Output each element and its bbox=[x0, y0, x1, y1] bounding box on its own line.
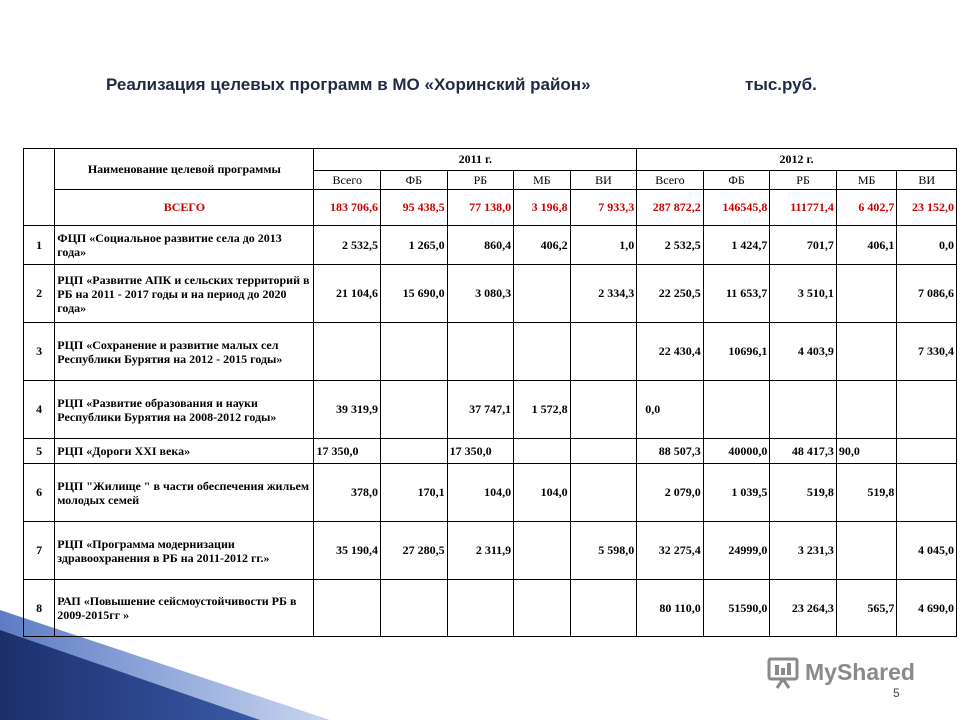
row-index: 2 bbox=[24, 265, 55, 323]
table-cell: 37 747,1 bbox=[447, 381, 514, 439]
table-cell: 17 350,0 bbox=[314, 439, 381, 464]
table-cell: 22 430,4 bbox=[637, 323, 704, 381]
table-cell bbox=[836, 265, 897, 323]
table-cell: 1,0 bbox=[570, 226, 637, 265]
logo-text: MyShared bbox=[805, 659, 915, 685]
table-cell bbox=[570, 464, 637, 522]
program-name: РЦП «Сохранение и развитие малых сел Республики Бурятия на 2012 - 2015 годы» bbox=[55, 323, 314, 381]
table-cell: 35 190,4 bbox=[314, 522, 381, 580]
table-cell: 1 424,7 bbox=[703, 226, 770, 265]
total-value: 6 402,7 bbox=[836, 190, 897, 226]
header-year-2011: 2011 г. bbox=[314, 149, 637, 171]
total-value: 77 138,0 bbox=[447, 190, 514, 226]
table-cell: 2 079,0 bbox=[637, 464, 704, 522]
row-index: 5 bbox=[24, 439, 55, 464]
table-cell: 24999,0 bbox=[703, 522, 770, 580]
program-name: РЦП «Дороги XXI века» bbox=[55, 439, 314, 464]
row-index: 1 bbox=[24, 226, 55, 265]
table-cell: 1 572,8 bbox=[514, 381, 570, 439]
table-cell bbox=[897, 381, 957, 439]
table-cell bbox=[897, 439, 957, 464]
table-cell: 32 275,4 bbox=[637, 522, 704, 580]
table-cell bbox=[381, 439, 448, 464]
table-cell: 5 598,0 bbox=[570, 522, 637, 580]
table-cell: 104,0 bbox=[514, 464, 570, 522]
total-value: 111771,4 bbox=[770, 190, 837, 226]
unit-label: тыс.руб. bbox=[745, 75, 817, 94]
table-row bbox=[24, 439, 957, 464]
table-cell: 17 350,0 bbox=[447, 439, 514, 464]
table-cell bbox=[570, 580, 637, 637]
table-cell: 1 265,0 bbox=[381, 226, 448, 265]
table-cell bbox=[381, 323, 448, 381]
subcol-header: МБ bbox=[514, 171, 570, 190]
table-cell: 22 250,5 bbox=[637, 265, 704, 323]
table-cell bbox=[514, 265, 570, 323]
table-cell: 406,2 bbox=[514, 226, 570, 265]
total-value: 183 706,6 bbox=[314, 190, 381, 226]
total-value: 23 152,0 bbox=[897, 190, 957, 226]
subcol-header: РБ bbox=[770, 171, 837, 190]
table-cell bbox=[514, 522, 570, 580]
table-cell: 3 510,1 bbox=[770, 265, 837, 323]
header-index-cell bbox=[24, 149, 55, 226]
table-row bbox=[24, 265, 957, 323]
table-cell: 4 403,9 bbox=[770, 323, 837, 381]
presentation-icon bbox=[767, 657, 801, 689]
table-cell: 51590,0 bbox=[703, 580, 770, 637]
total-value: 95 438,5 bbox=[381, 190, 448, 226]
program-name: РЦП «Развитие образования и науки Республики Бурятия на 2008-2012 годы» bbox=[55, 381, 314, 439]
table-cell: 40000,0 bbox=[703, 439, 770, 464]
table-cell: 2 311,9 bbox=[447, 522, 514, 580]
table-cell bbox=[314, 323, 381, 381]
header-year-2012: 2012 г. bbox=[637, 149, 957, 171]
table-cell bbox=[381, 381, 448, 439]
table-cell: 3 231,3 bbox=[770, 522, 837, 580]
slide-title: Реализация целевых программ в МО «Хоринский район» bbox=[106, 75, 591, 94]
programs-table bbox=[23, 148, 957, 637]
table-row bbox=[24, 580, 957, 637]
total-row bbox=[24, 190, 957, 226]
table-cell bbox=[770, 381, 837, 439]
row-index: 6 bbox=[24, 464, 55, 522]
row-index: 3 bbox=[24, 323, 55, 381]
subcol-header: Всего bbox=[637, 171, 704, 190]
table-cell: 3 080,3 bbox=[447, 265, 514, 323]
table-row bbox=[24, 226, 957, 265]
table-cell: 1 039,5 bbox=[703, 464, 770, 522]
table-row bbox=[24, 323, 957, 381]
program-name: РЦП "Жилище " в части обеспечения жильем молодых семей bbox=[55, 464, 314, 522]
row-index: 8 bbox=[24, 580, 55, 637]
table-cell bbox=[570, 323, 637, 381]
table-cell: 7 330,4 bbox=[897, 323, 957, 381]
table-cell: 0,0 bbox=[897, 226, 957, 265]
slide-title-bar bbox=[0, 73, 960, 103]
total-label: ВСЕГО bbox=[55, 190, 314, 226]
header-program-name: Наименование целевой программы bbox=[55, 149, 314, 190]
table-cell: 21 104,6 bbox=[314, 265, 381, 323]
table-cell: 0,0 bbox=[637, 381, 704, 439]
total-value: 7 933,3 bbox=[570, 190, 637, 226]
table-cell bbox=[381, 580, 448, 637]
table-cell: 48 417,3 bbox=[770, 439, 837, 464]
table-cell bbox=[836, 522, 897, 580]
table-cell: 519,8 bbox=[770, 464, 837, 522]
table-cell bbox=[514, 323, 570, 381]
table-cell: 7 086,6 bbox=[897, 265, 957, 323]
table-cell: 15 690,0 bbox=[381, 265, 448, 323]
table-cell bbox=[314, 580, 381, 637]
table-cell: 27 280,5 bbox=[381, 522, 448, 580]
table-cell bbox=[836, 381, 897, 439]
table-cell: 406,1 bbox=[836, 226, 897, 265]
table-cell: 2 532,5 bbox=[637, 226, 704, 265]
table-cell: 4 045,0 bbox=[897, 522, 957, 580]
total-value: 146545,8 bbox=[703, 190, 770, 226]
row-index: 7 bbox=[24, 522, 55, 580]
table-cell bbox=[570, 381, 637, 439]
table-cell: 701,7 bbox=[770, 226, 837, 265]
table-cell: 23 264,3 bbox=[770, 580, 837, 637]
table-cell bbox=[836, 323, 897, 381]
table-cell: 39 319,9 bbox=[314, 381, 381, 439]
table-cell: 4 690,0 bbox=[897, 580, 957, 637]
table-cell bbox=[514, 439, 570, 464]
page-number: 5 bbox=[893, 686, 900, 700]
total-value: 3 196,8 bbox=[514, 190, 570, 226]
table-cell: 565,7 bbox=[836, 580, 897, 637]
table-cell: 88 507,3 bbox=[637, 439, 704, 464]
table-cell: 104,0 bbox=[447, 464, 514, 522]
table-cell bbox=[514, 580, 570, 637]
header-row-years bbox=[24, 149, 957, 171]
table-cell: 2 334,3 bbox=[570, 265, 637, 323]
table-cell: 80 110,0 bbox=[637, 580, 704, 637]
subcol-header: ФБ bbox=[703, 171, 770, 190]
table-cell: 519,8 bbox=[836, 464, 897, 522]
program-name: РЦП «Программа модернизации здравоохранения в РБ на 2011-2012 гг.» bbox=[55, 522, 314, 580]
program-name: РЦП «Развитие АПК и сельских территорий в РБ на 2011 - 2017 годы и на период до 2020 года» bbox=[55, 265, 314, 323]
subcol-header: МБ bbox=[836, 171, 897, 190]
table-cell: 10696,1 bbox=[703, 323, 770, 381]
subcol-header: РБ bbox=[447, 171, 514, 190]
subcol-header: ВИ bbox=[897, 171, 957, 190]
subcol-header: Всего bbox=[314, 171, 381, 190]
table-cell: 170,1 bbox=[381, 464, 448, 522]
table-row bbox=[24, 522, 957, 580]
myshared-logo bbox=[767, 655, 927, 695]
row-index: 4 bbox=[24, 381, 55, 439]
program-name: РАП «Повышение сейсмоустойчивости РБ в 2009-2015гг » bbox=[55, 580, 314, 637]
total-value: 287 872,2 bbox=[637, 190, 704, 226]
table-cell bbox=[703, 381, 770, 439]
subcol-header: ВИ bbox=[570, 171, 637, 190]
table-cell: 11 653,7 bbox=[703, 265, 770, 323]
table-cell: 378,0 bbox=[314, 464, 381, 522]
table-cell bbox=[447, 580, 514, 637]
table-cell: 90,0 bbox=[836, 439, 897, 464]
table-row bbox=[24, 464, 957, 522]
table-cell: 2 532,5 bbox=[314, 226, 381, 265]
table-cell: 860,4 bbox=[447, 226, 514, 265]
table-cell bbox=[897, 464, 957, 522]
program-name: ФЦП «Социальное развитие села до 2013 года» bbox=[55, 226, 314, 265]
table-row bbox=[24, 381, 957, 439]
table-cell bbox=[447, 323, 514, 381]
table-cell bbox=[570, 439, 637, 464]
subcol-header: ФБ bbox=[381, 171, 448, 190]
